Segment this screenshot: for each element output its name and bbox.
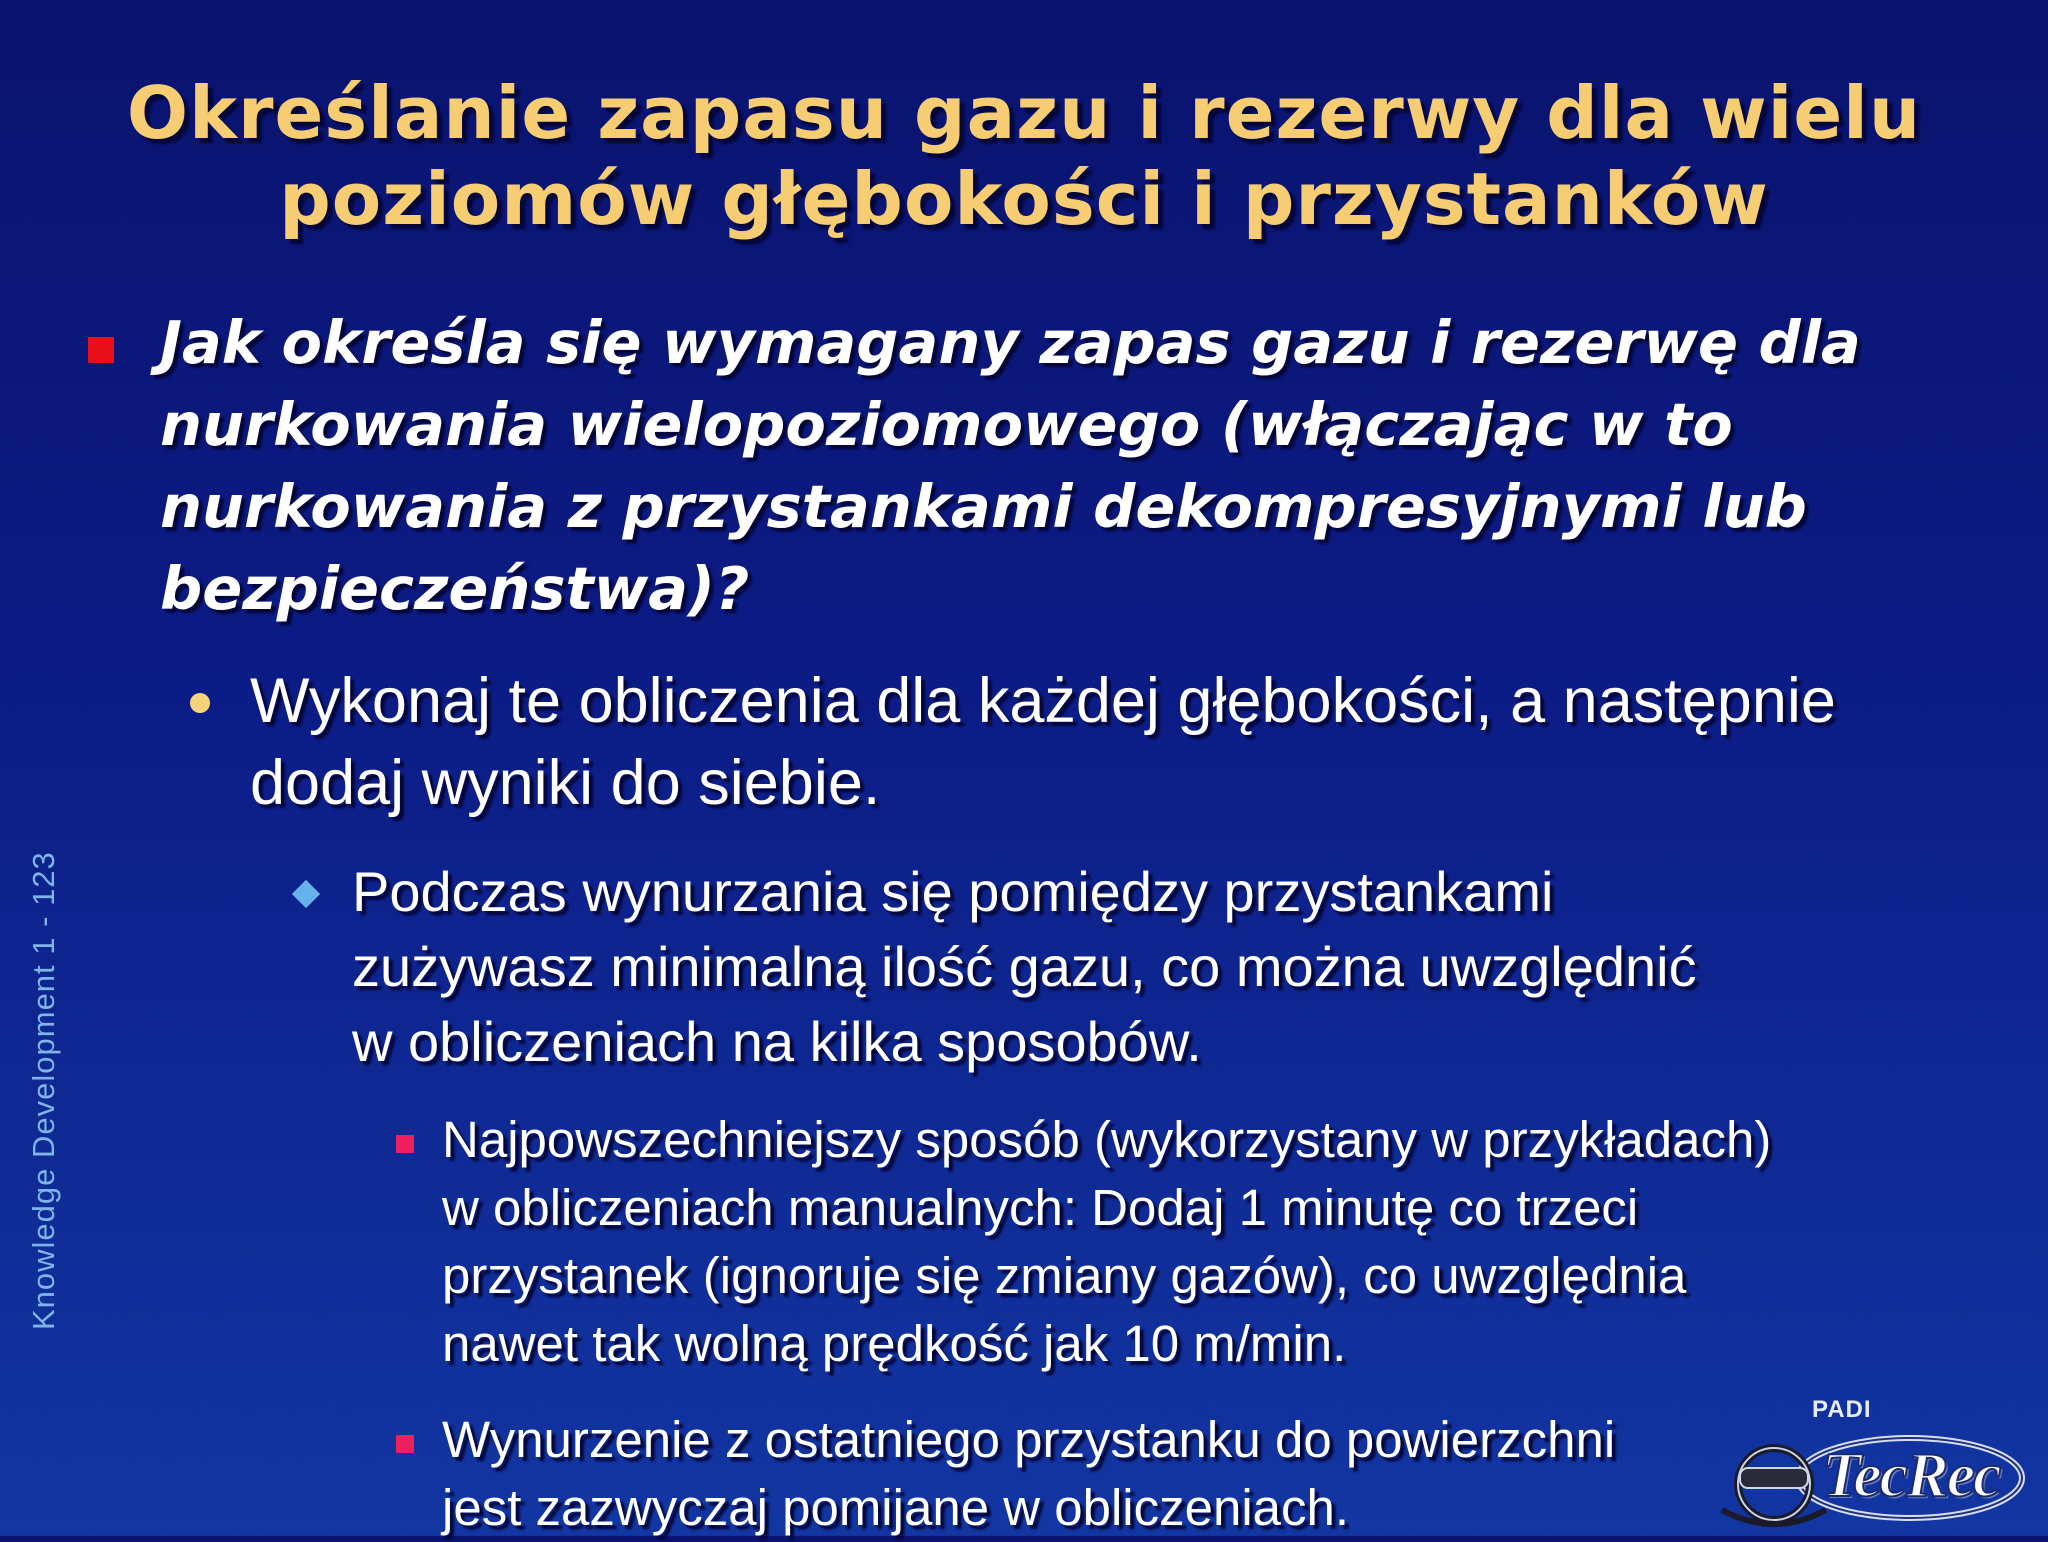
bullet-line: zużywasz minimalną ilość gazu, co można uwzględnić bbox=[352, 935, 1697, 998]
bullet-line: bezpieczeństwa)? bbox=[160, 554, 750, 623]
bullet-line: Najpowszechniejszy sposób (wykorzystany w przykładach) bbox=[442, 1111, 1772, 1168]
bullet-line: w obliczeniach na kilka sposobów. bbox=[352, 1010, 1202, 1073]
square-bullet-icon bbox=[396, 1435, 414, 1453]
slide-title bbox=[60, 70, 1988, 242]
side-label: Knowledge Development 1 - 123 bbox=[26, 851, 61, 1330]
logo-brand-main: TecRec bbox=[1822, 1439, 2000, 1510]
bullet-level-4 bbox=[442, 1106, 2002, 1378]
bullet-line: jest zazwyczaj pomijane w obliczeniach. bbox=[442, 1479, 1350, 1536]
logo-brand-small: PADI bbox=[1812, 1396, 1872, 1423]
bullet-line: przystanek (ignoruje się zmiany gazów), co uwzględnia bbox=[442, 1247, 1687, 1304]
slide-title-line: Określanie zapasu gazu i rezerwy dla wielu bbox=[126, 71, 1922, 155]
bullet-level-2 bbox=[250, 660, 2030, 824]
round-bullet-icon bbox=[190, 693, 210, 713]
bullet-line: Jak określa się wymagany zapas gazu i rezerwę dla bbox=[160, 308, 1861, 377]
bullet-line: nurkowania z przystankami dekompresyjnymi lub bbox=[160, 472, 1807, 541]
bullet-line: nurkowania wielopoziomowego (włączając w to bbox=[160, 390, 1733, 459]
bullet-line: Wykonaj te obliczenia dla każdej głębokości, a następnie bbox=[250, 666, 1836, 736]
square-bullet-icon bbox=[396, 1135, 414, 1153]
bullet-line: w obliczeniach manualnych: Dodaj 1 minutę co trzeci bbox=[442, 1179, 1639, 1236]
bullet-line: Wynurzenie z ostatniego przystanku do powierzchni bbox=[442, 1411, 1616, 1468]
slide-title-line: poziomów głębokości i przystanków bbox=[279, 157, 1769, 241]
bullet-level-1 bbox=[160, 302, 2000, 630]
bullet-line: Podczas wynurzania się pomiędzy przystankami bbox=[352, 860, 1554, 923]
bullet-level-3 bbox=[352, 854, 2032, 1079]
diamond-bullet-icon bbox=[292, 880, 320, 908]
bullet-line: dodaj wyniki do siebie. bbox=[250, 748, 881, 818]
bullet-line: nawet tak wolną prędkość jak 10 m/min. bbox=[442, 1315, 1347, 1372]
square-bullet-icon bbox=[88, 337, 114, 363]
padi-tecrec-logo bbox=[1700, 1388, 2030, 1536]
